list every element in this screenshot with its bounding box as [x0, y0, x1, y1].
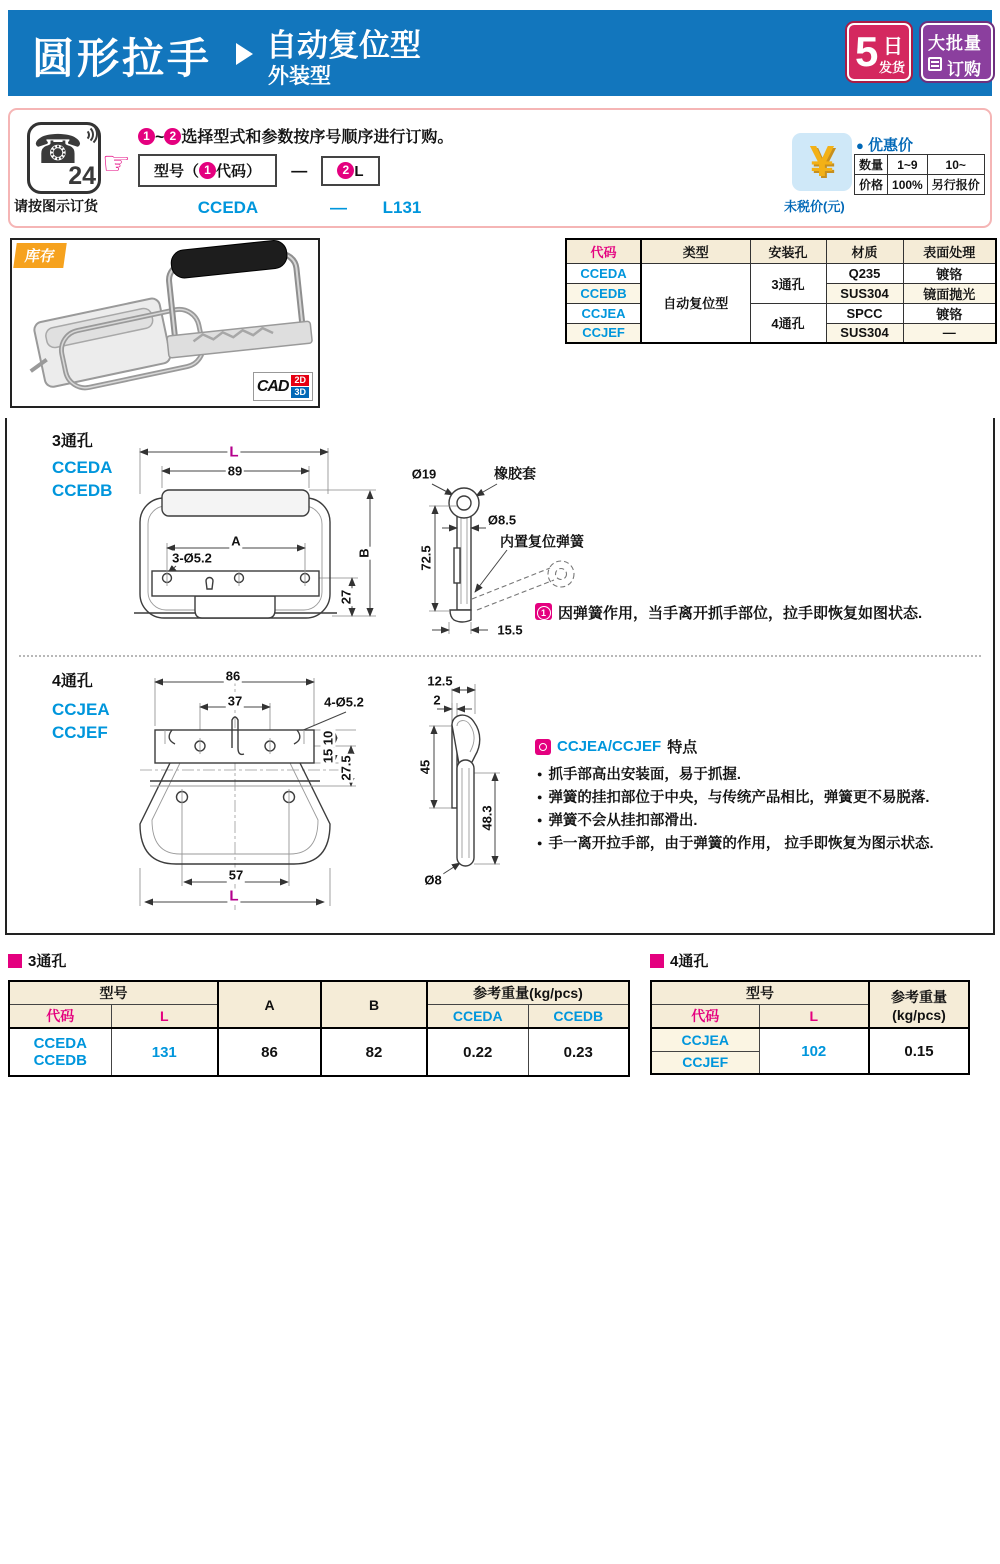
list-item: ● 弹簧不会从挂扣部滑出. — [537, 809, 995, 832]
feature-title: 特点 — [667, 739, 698, 756]
ship-5day-badge — [847, 23, 911, 81]
material: Q235 — [826, 264, 903, 284]
page-subtitle-secondary: 外装型 — [268, 65, 331, 88]
hdr-L: L — [111, 1005, 218, 1029]
table-row — [855, 175, 985, 195]
finish: 镀铬 — [903, 264, 996, 284]
table-row — [566, 304, 996, 324]
tilde: ~ — [155, 129, 165, 146]
order-list-icon — [928, 57, 942, 71]
code-ccedb: CCEDB — [566, 284, 641, 304]
order-instruction — [138, 124, 453, 147]
type-value: 自动复位型 — [641, 264, 750, 343]
model-number-row — [138, 154, 380, 187]
holes-3: 3通孔 — [750, 264, 826, 304]
label-rubber-sleeve: 橡胶套 — [494, 465, 536, 482]
hdr-weight-cceda: CCEDA — [427, 1005, 528, 1029]
pointing-hand-icon: ☞ — [102, 145, 131, 181]
table-header-row — [651, 981, 969, 1005]
code-cceda: CCEDA — [566, 264, 641, 284]
cell-weight: 0.15 — [869, 1028, 969, 1074]
cad-3d-badge: 3D — [291, 387, 309, 398]
material: SUS304 — [826, 324, 903, 343]
features-heading — [535, 736, 995, 757]
finish: — — [903, 324, 996, 343]
page-title: 圆形拉手 — [32, 35, 213, 82]
dim-3holes: 3-Ø5.2 — [172, 550, 212, 566]
material: SUS304 — [826, 284, 903, 304]
stock-badge: 库存 — [13, 243, 67, 268]
feature-list — [537, 763, 995, 855]
dim-275: 27.5 — [338, 755, 354, 781]
dim-L: L — [229, 443, 239, 461]
dim-37: 37 — [227, 693, 243, 709]
table-row — [651, 1028, 969, 1051]
dim-A: A — [231, 533, 241, 549]
qty-1-9: 1~9 — [888, 155, 928, 175]
cell-A: 86 — [218, 1028, 321, 1076]
dim-725: 72.5 — [418, 545, 434, 571]
dim-d85: Ø8.5 — [487, 512, 517, 528]
cell-L: 102 — [759, 1028, 869, 1074]
header-bar — [8, 10, 992, 96]
price-table — [854, 154, 985, 195]
cell-code-ccjef: CCJEF — [651, 1051, 759, 1074]
table-row — [855, 155, 985, 175]
dim-B: B — [356, 548, 372, 558]
col-finish: 表面处理 — [903, 239, 996, 264]
col-holes: 安装孔 — [750, 239, 826, 264]
length-box: 2 L — [321, 156, 379, 186]
front-view-4hole — [132, 668, 382, 918]
dim-2: 2 — [433, 692, 441, 708]
bullet-icon: ● — [856, 138, 864, 153]
note-1-icon: 1 — [535, 603, 552, 620]
finish: 镀铬 — [903, 304, 996, 324]
hdr-model: 型号 — [9, 981, 218, 1005]
ordering-panel — [8, 108, 992, 228]
hdr-model: 型号 — [651, 981, 869, 1005]
features-block — [535, 736, 995, 855]
product-photo-panel — [10, 238, 320, 408]
table-row — [566, 264, 996, 284]
instruction-text: 选择型式和参数按序号顺序进行订购。 — [181, 129, 454, 146]
section-square-icon — [8, 954, 22, 968]
yen-icon: ¥ — [792, 133, 852, 191]
front-view-3hole — [132, 444, 382, 639]
col-type: 类型 — [641, 239, 750, 264]
dash: — — [291, 163, 308, 180]
code-cceda: CCEDA — [52, 458, 113, 477]
list-item: ● 抓手部高出安装面，易于抓握. — [537, 763, 995, 786]
step1-circle: 1 — [138, 128, 155, 145]
code-ccjea: CCJEA — [566, 304, 641, 324]
material: SPCC — [826, 304, 903, 324]
cell-codes: CCEDA CCEDB — [9, 1028, 111, 1076]
price-quote: 另行报价 — [927, 175, 984, 195]
dim-d8: Ø8 — [424, 872, 442, 888]
col-code: 代码 — [566, 239, 641, 264]
label-return-spring: 内置复位弹簧 — [500, 533, 584, 550]
feature-icon — [535, 739, 551, 755]
hdr-code: 代码 — [9, 1005, 111, 1029]
list-item: ● 弹簧的挂扣部位于中央，与传统产品相比，弹簧更不易脱落. — [537, 786, 995, 809]
code-ccedb: CCEDB — [52, 481, 113, 500]
col-material: 材质 — [826, 239, 903, 264]
table3-section-label: 3通孔 — [8, 950, 66, 971]
ship-days: 5 — [855, 28, 879, 75]
telephone-icon: ☎ — [33, 128, 83, 172]
cell-L: 131 — [111, 1028, 218, 1076]
dim-155: 15.5 — [497, 622, 523, 638]
ship-label: 发货 — [879, 60, 906, 75]
price-100: 100% — [888, 175, 928, 195]
finish: 镜面抛光 — [903, 284, 996, 304]
bulk-line2: 订购 — [947, 60, 981, 79]
hdr-L: L — [759, 1005, 869, 1029]
feature-codes: CCJEA/CCJEF — [557, 738, 662, 755]
model-box: 型号（ 1 代码） — [138, 154, 277, 187]
cad-badge[interactable] — [253, 372, 313, 401]
dim-45: 45 — [417, 759, 433, 775]
qty-10plus: 10~ — [927, 155, 984, 175]
technical-drawings-panel — [5, 418, 995, 935]
table-header-row — [566, 239, 996, 264]
cell-weight-cceda: 0.22 — [427, 1028, 528, 1076]
section-4hole-label: 4通孔 — [52, 673, 93, 690]
arrow-right-icon — [236, 43, 253, 65]
cad-label: CAD — [256, 377, 289, 395]
hdr-A: A — [218, 981, 321, 1028]
code-ccjef: CCJEF — [52, 723, 108, 742]
order-caption: 请按图示订货 — [14, 198, 98, 214]
table4-section-label: 4通孔 — [650, 950, 708, 971]
side-view-4hole — [407, 668, 542, 903]
bulk-order-badge — [921, 23, 993, 81]
section-3hole-codes — [52, 456, 112, 502]
dim-125: 12.5 — [427, 673, 453, 689]
table-header-row — [9, 981, 629, 1005]
step2-circle: 2 — [164, 128, 181, 145]
price-header: 价格 — [855, 175, 888, 195]
code-ccjef: CCJEF — [566, 324, 641, 343]
dim-483: 48.3 — [479, 805, 495, 831]
table-row — [9, 1028, 629, 1076]
code-ccjea: CCJEA — [52, 700, 110, 719]
qty-header: 数量 — [855, 155, 888, 175]
phone-24-label: 24 — [68, 162, 96, 190]
dim-10: 10 — [320, 730, 336, 746]
example-code: CCEDA — [197, 198, 259, 217]
cell-B: 82 — [321, 1028, 427, 1076]
dim-86: 86 — [225, 668, 241, 684]
dim-4holes: 4-Ø5.2 — [324, 694, 364, 710]
section-4hole-codes — [52, 698, 110, 744]
section-square-icon — [650, 954, 664, 968]
spring-note — [535, 602, 990, 623]
hdr-weight: 参考重量(kg/pcs) — [427, 981, 629, 1005]
dim-57: 57 — [228, 867, 244, 883]
discount-price-title: ● 优惠价 — [856, 137, 914, 154]
phone-24h-icon — [27, 122, 101, 194]
page-subtitle: 自动复位型 — [266, 28, 421, 63]
holes-4: 4通孔 — [750, 304, 826, 343]
hdr-B: B — [321, 981, 427, 1028]
example-dash: — — [330, 198, 347, 217]
ship-day-char: 日 — [883, 36, 903, 58]
note-text: 因弹簧作用，当手离开抓手部位，拉手即恢复如图状态. — [558, 605, 923, 622]
dimension-table-3hole — [8, 980, 630, 1077]
hdr-code: 代码 — [651, 1005, 759, 1029]
dim-d19: Ø19 — [411, 466, 437, 482]
dim-L4: L — [229, 887, 239, 905]
cad-2d-badge: 2D — [291, 375, 309, 386]
list-item: ● 手一离开拉手部，由于弹簧的作用， 拉手即恢复为图示状态. — [537, 832, 995, 855]
dim-27: 27 — [338, 589, 354, 605]
hdr-weight-ccedb: CCEDB — [528, 1005, 629, 1029]
dim-89: 89 — [227, 463, 243, 479]
section-divider — [19, 655, 981, 657]
hdr-weight: 参考重量 (kg/pcs) — [869, 981, 969, 1028]
tax-note: 未税价(元) — [784, 199, 845, 214]
example-length: L131 — [382, 198, 422, 217]
cell-code-ccjea: CCJEA — [651, 1028, 759, 1051]
dimension-table-4hole — [650, 980, 970, 1075]
spec-table — [565, 238, 997, 344]
bulk-line1: 大批量 — [928, 34, 982, 53]
dim-15: 15 — [320, 748, 336, 764]
cell-weight-ccedb: 0.23 — [528, 1028, 629, 1076]
section-3hole-label: 3通孔 — [52, 433, 93, 450]
